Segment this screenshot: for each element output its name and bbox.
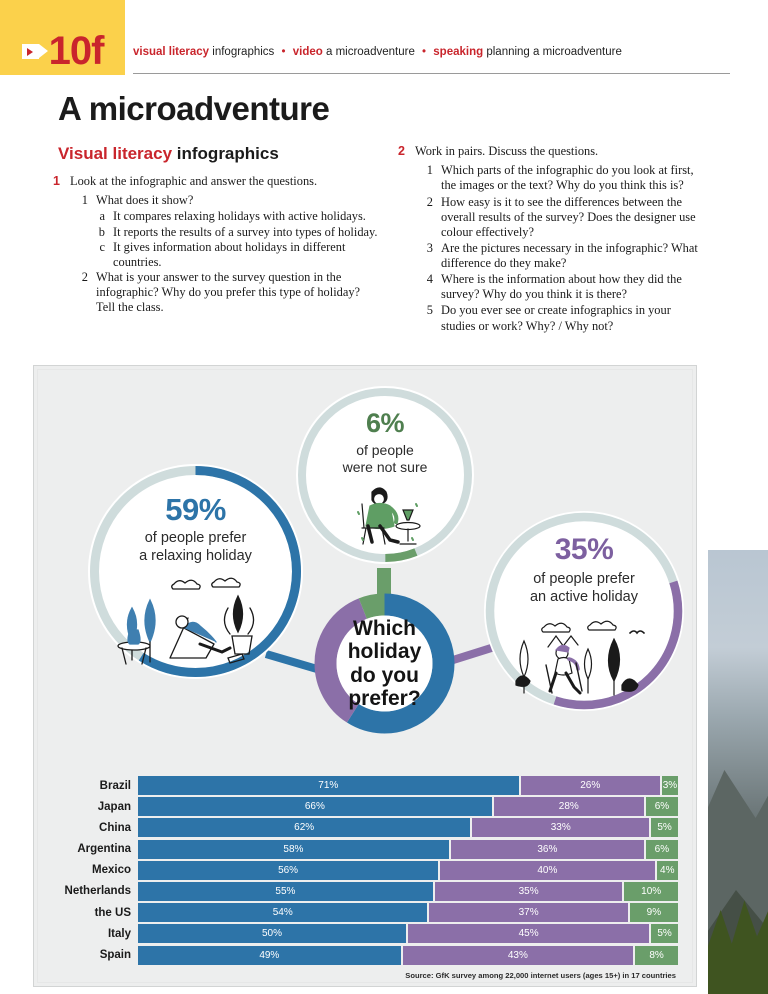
strand-label-speaking: speaking xyxy=(433,46,484,58)
bar-label: Brazil xyxy=(99,779,131,792)
bar-segment-relaxing: 58% xyxy=(138,840,449,859)
table-row xyxy=(60,776,678,795)
bar-label: Argentina xyxy=(77,843,131,856)
bubble-not-sure-line2: were not sure xyxy=(342,459,428,475)
unit-number: 10f xyxy=(48,29,104,73)
bar-segment-active: 36% xyxy=(451,840,644,859)
strand-separator-1: • xyxy=(281,46,286,58)
bar-segment-not-sure: 10% xyxy=(624,882,678,901)
country-bar-chart xyxy=(60,776,678,967)
person-sitting-cafe-illustration xyxy=(346,482,426,552)
list-item xyxy=(424,303,708,333)
bar-label: the US xyxy=(94,906,131,919)
bubble-relaxing-percent: 59% xyxy=(165,492,226,527)
center-question-line-1: Which xyxy=(353,616,416,640)
list-item xyxy=(424,272,708,302)
bar-segment-relaxing: 62% xyxy=(138,818,470,837)
bar-segment-relaxing: 55% xyxy=(138,882,433,901)
option-text: It gives information about holidays in different countries. xyxy=(113,239,346,269)
strand-separator-2: • xyxy=(422,46,427,58)
bar-segment-not-sure: 3% xyxy=(662,776,678,795)
list-item xyxy=(96,225,378,240)
center-question-line-4: prefer? xyxy=(348,687,421,711)
bar-label: Netherlands xyxy=(64,885,131,898)
question-text: What is your answer to the survey question in the infographic? Why do you prefer this type of holiday? Tell the class. xyxy=(96,269,361,315)
chart-source-note: Source: GfK survey among 22,000 internet users (ages 15+) in 17 countries xyxy=(405,971,676,980)
list-item xyxy=(96,240,378,270)
bubble-relaxing-line1: of people prefer xyxy=(144,530,247,546)
section-title xyxy=(58,144,279,164)
list-item xyxy=(424,195,708,240)
video-camera-icon xyxy=(22,42,48,61)
bar-segment-not-sure: 8% xyxy=(635,946,678,965)
question-text: Which parts of the infographic do you look at first, the images or the text? Why do you think this is? xyxy=(441,163,694,193)
bar-segment-relaxing: 54% xyxy=(138,903,427,922)
option-letter: a xyxy=(99,209,105,224)
strand-text-speaking: planning a microadventure xyxy=(486,46,622,58)
bubble-active xyxy=(484,511,684,711)
option-text: It reports the results of a survey into types of holiday. xyxy=(113,224,378,239)
bar-segment-active: 45% xyxy=(408,924,649,943)
list-item xyxy=(79,193,378,208)
question-text: How easy is it to see the differences between the overall results of the survey? Does the designer use colour effectively? xyxy=(441,194,696,239)
bar-segment-active: 40% xyxy=(440,861,654,880)
question-number: 5 xyxy=(426,303,433,318)
exercise-2-block xyxy=(398,144,708,335)
bar-segment-relaxing: 50% xyxy=(138,924,406,943)
infographic-panel xyxy=(33,365,697,987)
table-row xyxy=(60,924,678,943)
bar-segment-not-sure: 6% xyxy=(646,840,678,859)
center-question xyxy=(312,616,457,710)
bar-label: Mexico xyxy=(92,864,131,877)
bubble-active-line1: of people prefer xyxy=(533,571,635,587)
bar-segment-not-sure: 5% xyxy=(651,818,678,837)
question-text: Are the pictures necessary in the infographic? What difference do they make? xyxy=(441,240,698,270)
exercise-1-number: 1 xyxy=(53,174,60,188)
bubble-active-percent: 35% xyxy=(554,533,614,566)
center-question-line-2: holiday xyxy=(347,639,422,663)
person-relaxing-deckchair-illustration xyxy=(110,574,282,666)
bar-segment-relaxing: 56% xyxy=(138,861,438,880)
unit-tab xyxy=(0,0,125,75)
list-item xyxy=(96,209,378,224)
bubble-relaxing-line2: a relaxing holiday xyxy=(139,548,252,564)
section-title-highlight: Visual literacy xyxy=(58,144,173,163)
table-row xyxy=(60,818,678,837)
bar-label: Italy xyxy=(107,927,131,940)
exercise-1-instruction: Look at the infographic and answer the questions. xyxy=(70,174,318,188)
list-item xyxy=(79,270,378,315)
header-divider xyxy=(133,73,730,74)
bar-segment-not-sure: 9% xyxy=(630,903,678,922)
bar-segment-relaxing: 49% xyxy=(138,946,401,965)
bar-segment-active: 43% xyxy=(403,946,633,965)
mountain-landscape-photo xyxy=(708,550,768,994)
center-donut xyxy=(312,591,457,736)
bar-segment-active: 26% xyxy=(521,776,660,795)
question-number: 1 xyxy=(81,193,88,208)
bar-segment-active: 35% xyxy=(435,882,623,901)
exercise-1-block xyxy=(53,174,378,316)
center-question-line-3: do you xyxy=(350,663,419,687)
table-row xyxy=(60,797,678,816)
question-number: 2 xyxy=(81,269,88,284)
person-hiking-illustration xyxy=(514,619,656,699)
exercise-2-instruction: Work in pairs. Discuss the questions. xyxy=(415,144,599,158)
list-item xyxy=(424,241,708,271)
bar-segment-active: 28% xyxy=(494,797,644,816)
strand-text-video: a microadventure xyxy=(325,46,415,58)
exercise-2-number: 2 xyxy=(398,144,405,158)
bubble-not-sure-line1: of people xyxy=(356,442,414,458)
bubble-active-line2: an active holiday xyxy=(529,589,638,605)
table-row xyxy=(60,882,678,901)
option-letter: c xyxy=(99,239,105,254)
bar-segment-active: 33% xyxy=(472,818,649,837)
section-title-rest: infographics xyxy=(176,144,279,163)
bar-segment-relaxing: 66% xyxy=(138,797,492,816)
table-row xyxy=(60,946,678,965)
option-text: It compares relaxing holidays with active holidays. xyxy=(113,209,366,224)
question-number: 1 xyxy=(426,163,433,178)
question-number: 2 xyxy=(426,194,433,209)
bubble-not-sure xyxy=(296,386,474,564)
table-row xyxy=(60,840,678,859)
bubble-relaxing xyxy=(88,464,303,679)
question-number: 3 xyxy=(426,240,433,255)
question-number: 4 xyxy=(426,272,433,287)
strand-label-video: video xyxy=(292,46,323,58)
bar-segment-relaxing: 71% xyxy=(138,776,519,795)
strand-text-visual-literacy: infographics xyxy=(212,46,275,58)
bubble-not-sure-percent: 6% xyxy=(365,408,405,438)
bar-label: Japan xyxy=(97,800,131,813)
option-letter: b xyxy=(98,224,105,239)
strand-label-visual-literacy: visual literacy xyxy=(133,46,210,58)
table-row xyxy=(60,861,678,880)
bar-segment-active: 37% xyxy=(429,903,627,922)
question-text: Where is the information about how they did the survey? Why do you think it is there? xyxy=(441,272,682,302)
list-item xyxy=(424,163,708,193)
header-strand-list xyxy=(133,46,730,58)
bar-segment-not-sure: 5% xyxy=(651,924,678,943)
question-text: Do you ever see or create infographics in your studies or work? Why? / Why not? xyxy=(441,303,671,333)
table-row xyxy=(60,903,678,922)
question-text: What does it show? xyxy=(96,193,194,208)
bar-label: China xyxy=(99,821,131,834)
bar-segment-not-sure: 6% xyxy=(646,797,678,816)
bar-segment-not-sure: 4% xyxy=(657,861,678,880)
bar-label: Spain xyxy=(99,949,131,961)
page-title: A microadventure xyxy=(58,90,330,127)
